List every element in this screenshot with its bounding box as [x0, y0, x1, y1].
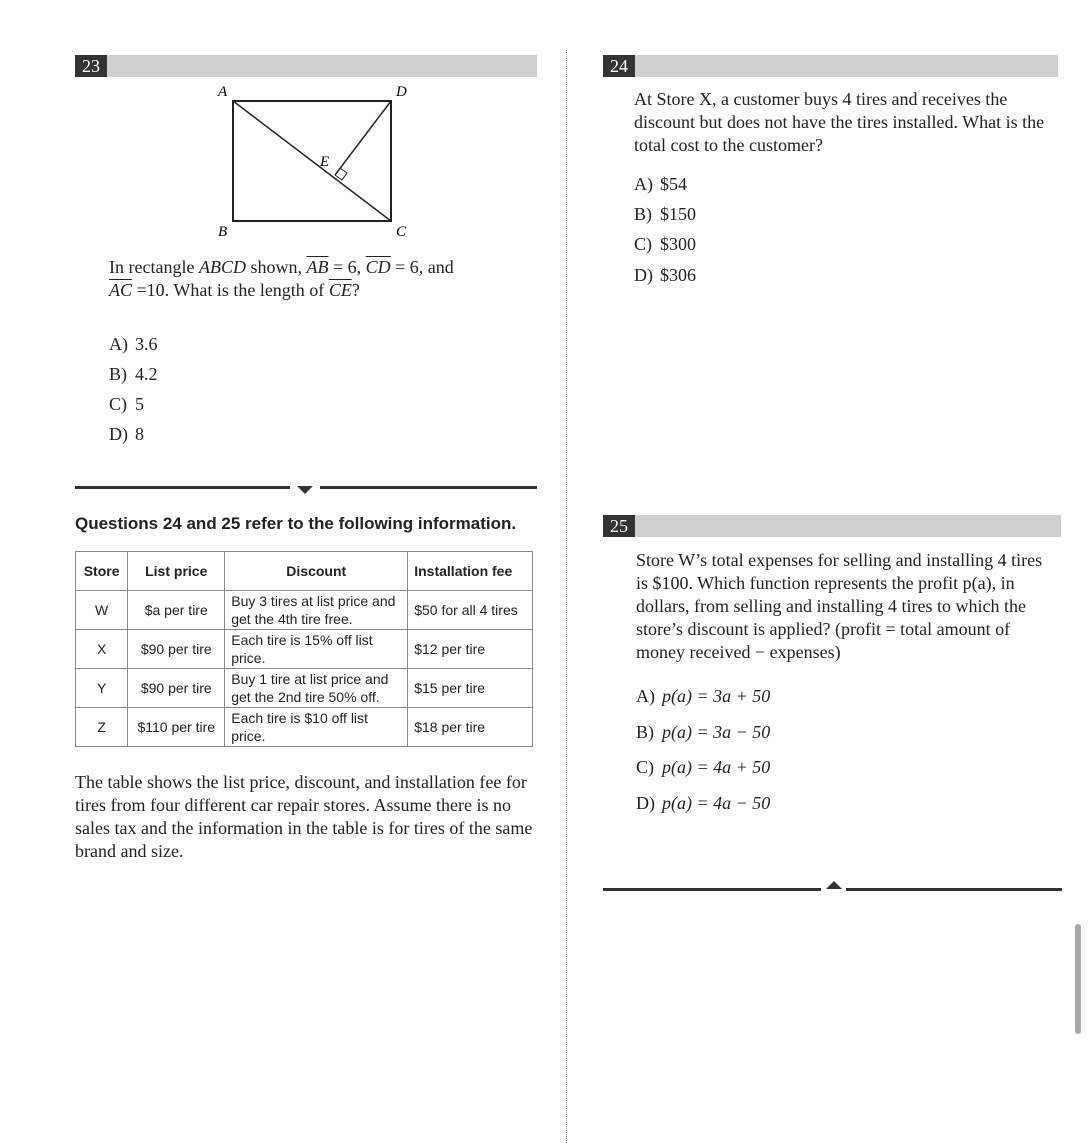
cell: $12 per tire	[408, 630, 533, 669]
choice-b[interactable]: B) p(a) = 3a − 50	[636, 722, 771, 742]
question-25-header	[603, 515, 1061, 537]
question-24-header	[603, 55, 1058, 77]
cell: Buy 3 tires at list price and get the 4th tire free.	[225, 591, 408, 630]
header-installation-fee: Installation fee	[408, 552, 533, 591]
header-list-price: List price	[128, 552, 225, 591]
arrow-up-icon	[826, 881, 842, 889]
cell: Y	[76, 669, 128, 708]
choice-a[interactable]: A) $54	[634, 174, 687, 194]
table-row	[76, 669, 533, 708]
question-23-header	[75, 55, 537, 77]
choice-d[interactable]: D) $306	[634, 265, 696, 285]
header-discount: Discount	[225, 552, 408, 591]
cell: Each tire is $10 off list price.	[225, 708, 408, 747]
cell: $90 per tire	[128, 630, 225, 669]
header-store: Store	[76, 552, 128, 591]
choice-a[interactable]: A) 3.6	[109, 334, 158, 354]
vertex-a: A	[218, 84, 228, 100]
info-heading: Questions 24 and 25 refer to the following information.	[75, 514, 517, 533]
choice-c[interactable]: C) p(a) = 4a + 50	[636, 757, 771, 777]
question-number: 24	[603, 55, 635, 77]
cell: $50 for all 4 tires	[408, 591, 533, 630]
question-24-stem: At Store X, a customer buys 4 tires and receives the discount but does not have the tires installed. What is the total cost to the customer?	[634, 89, 1045, 155]
vertex-b: B	[218, 224, 228, 240]
arrow-down-icon	[297, 486, 313, 494]
choice-a[interactable]: A) p(a) = 3a + 50	[636, 686, 771, 706]
column-divider	[566, 50, 567, 1143]
question-23-stem: In rectangle ABCD shown, $\overline{AB} = 6$, $\overline{CD} = 6$, and $\overline{AC} =10$. What is the length of $\overline{CE}$?	[109, 257, 454, 300]
tire-stores-table	[75, 551, 533, 747]
cell: Each tire is 15% off list price.	[225, 630, 408, 669]
choice-b[interactable]: B) $150	[634, 204, 696, 224]
cell: $15 per tire	[408, 669, 533, 708]
question-25-stem: Store W’s total expenses for selling and installing 4 tires is $100. Which function represents the profit p(a), in dollars, from selling and installing 4 tires to which the store’s discount is applied? (profit = total amount of money received − expenses)	[636, 550, 1043, 662]
cell: $110 per tire	[128, 708, 225, 747]
table-row	[76, 708, 533, 747]
section-divider	[846, 888, 1062, 891]
vertex-d: D	[396, 84, 407, 100]
question-number: 23	[75, 55, 107, 77]
section-divider	[75, 486, 290, 489]
table-row	[76, 630, 533, 669]
choice-b[interactable]: B) 4.2	[109, 364, 158, 384]
question-number: 25	[603, 515, 635, 537]
choice-c[interactable]: C) 5	[109, 394, 144, 414]
vertex-c: C	[396, 224, 407, 240]
section-divider	[603, 888, 821, 891]
cell: Z	[76, 708, 128, 747]
cell: $90 per tire	[128, 669, 225, 708]
section-divider	[320, 486, 537, 489]
cell: Buy 1 tire at list price and get the 2nd tire 50% off.	[225, 669, 408, 708]
cell: X	[76, 630, 128, 669]
rectangle-diagram	[200, 80, 430, 240]
table-header-row	[76, 552, 533, 591]
point-e: E	[320, 154, 330, 170]
table-row	[76, 591, 533, 630]
choice-d[interactable]: D) p(a) = 4a − 50	[636, 793, 771, 813]
scrollbar-thumb[interactable]	[1075, 924, 1081, 1034]
info-paragraph: The table shows the list price, discount, and installation fee for tires from four different car repair stores. Assume there is no sales tax and the information in the table is for tires of the same brand and size.	[75, 772, 533, 861]
cell: $a per tire	[128, 591, 225, 630]
cell: $18 per tire	[408, 708, 533, 747]
cell: W	[76, 591, 128, 630]
choice-c[interactable]: C) $300	[634, 234, 696, 254]
choice-d[interactable]: D) 8	[109, 424, 144, 444]
